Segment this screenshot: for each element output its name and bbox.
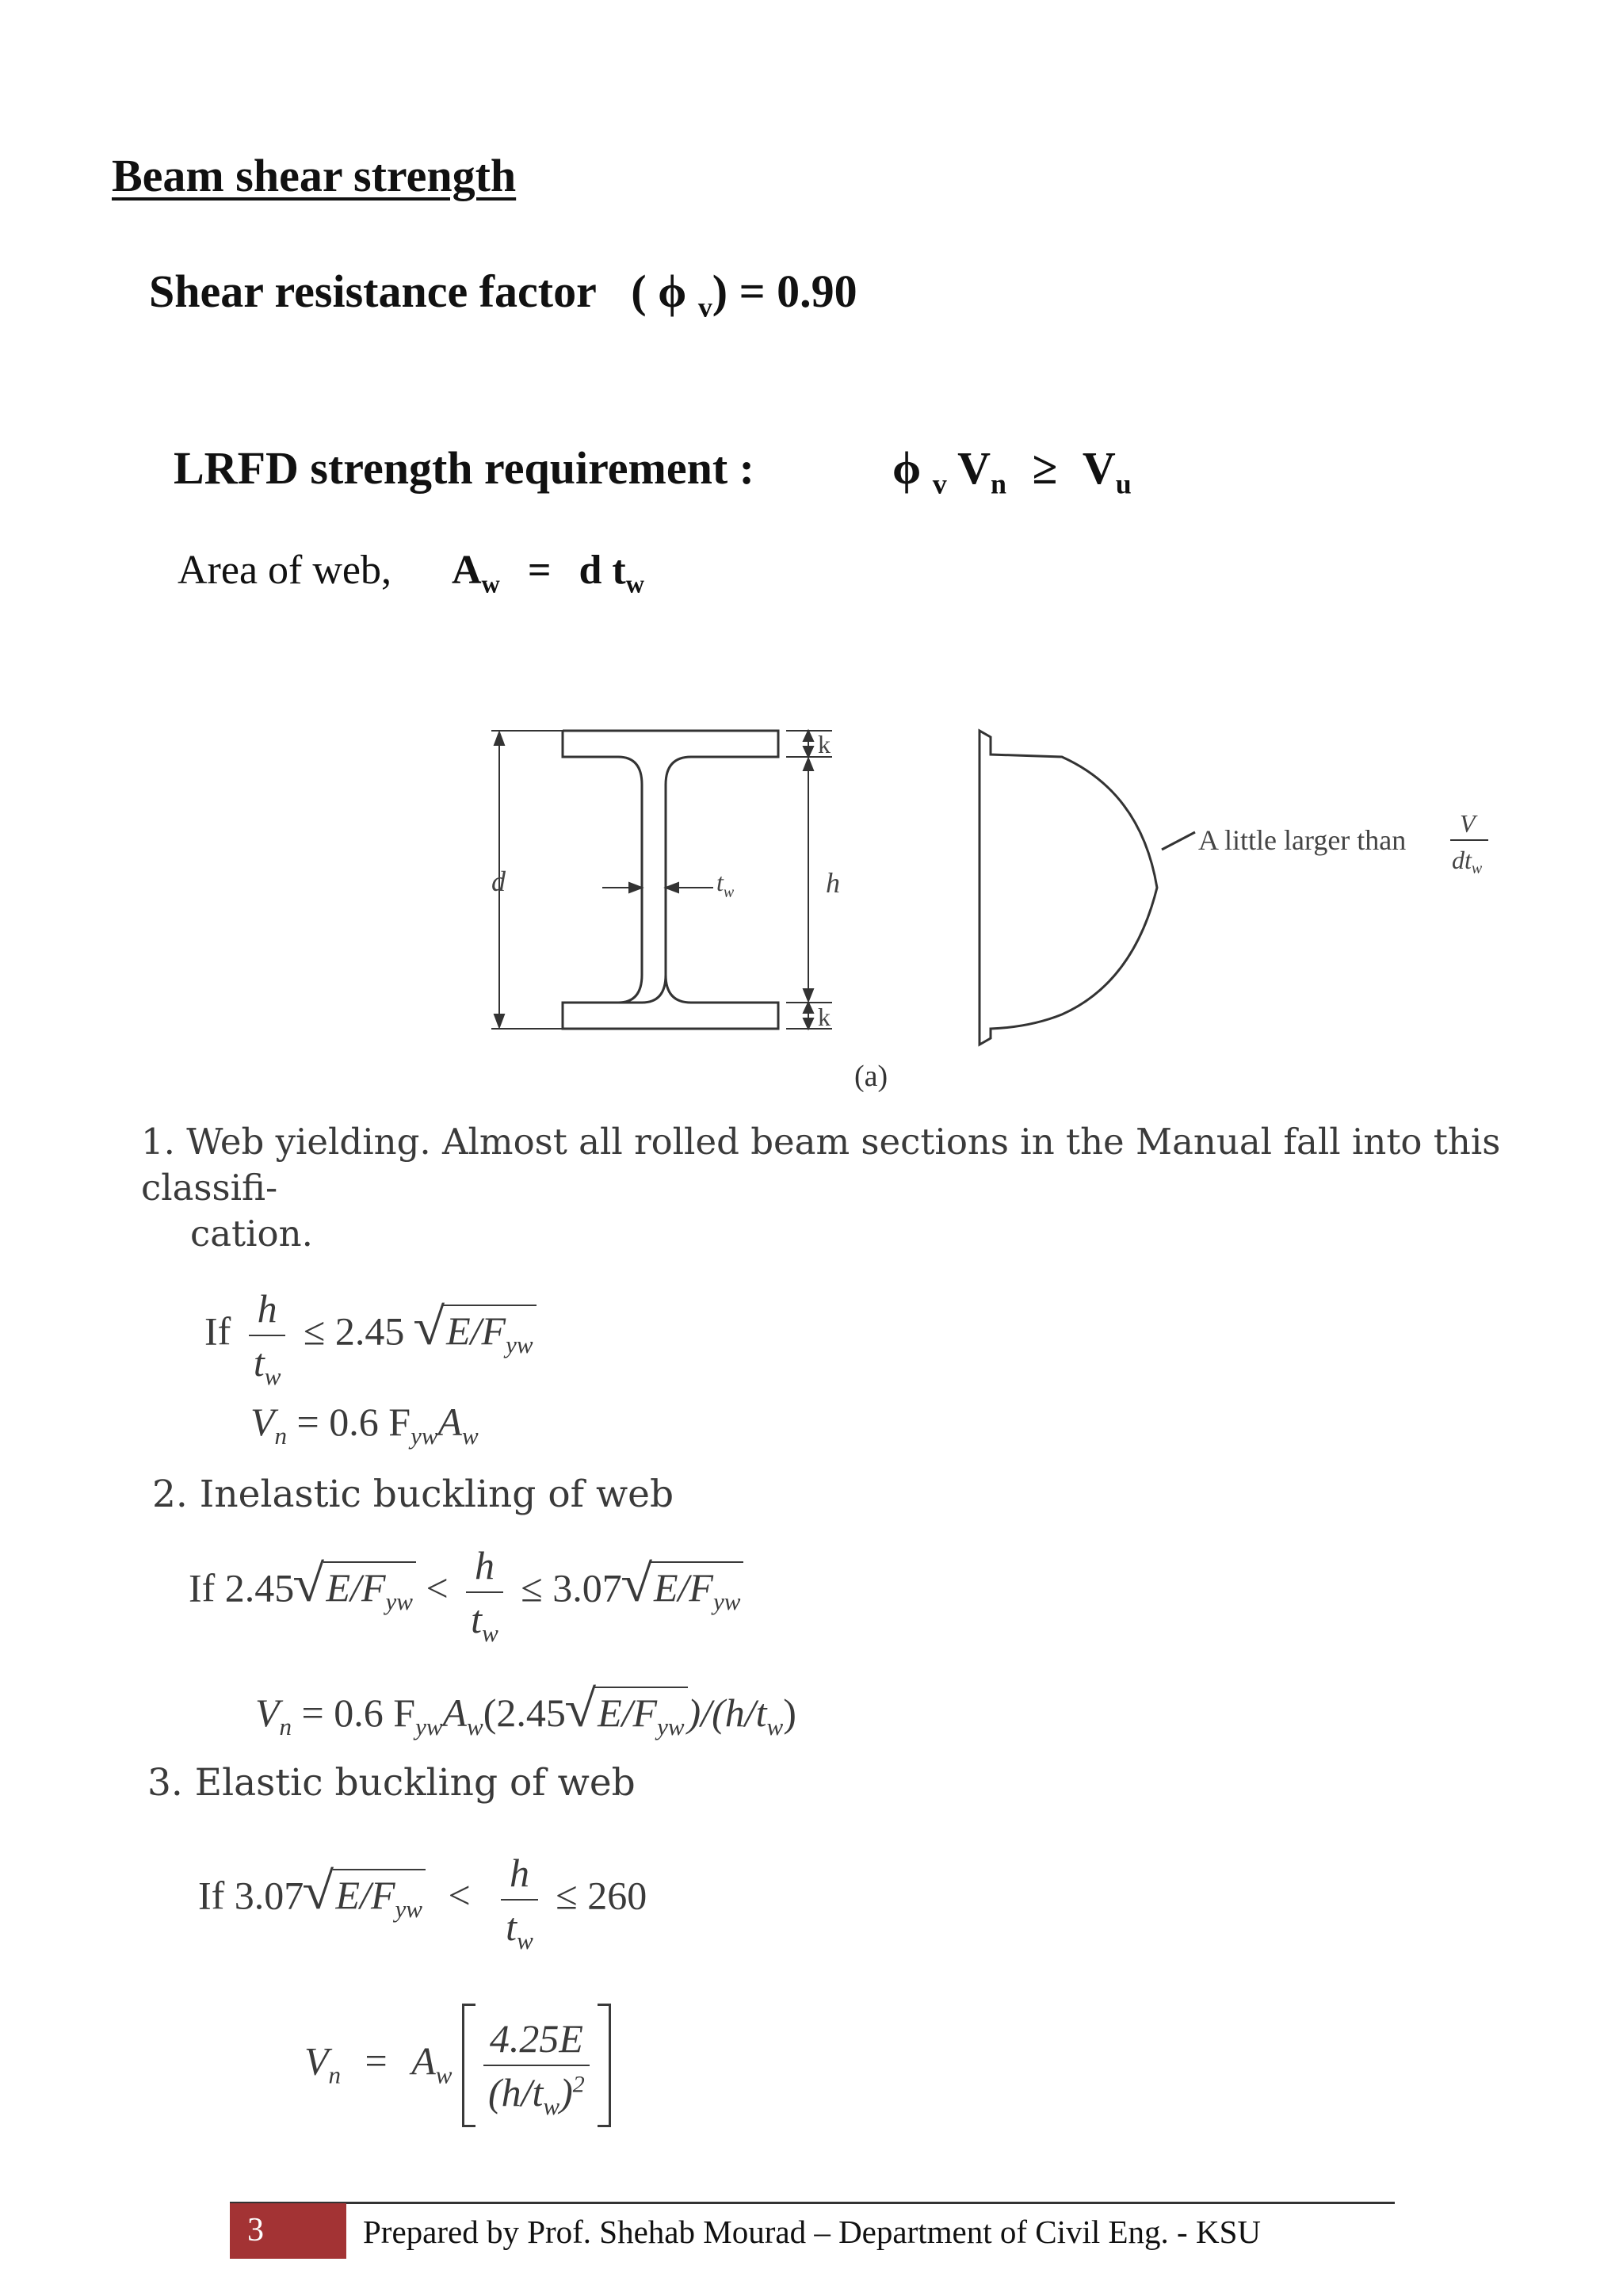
- relation: ≤ 2.45: [303, 1308, 405, 1354]
- area-rhs: d t: [579, 548, 626, 593]
- condition-1: [204, 1286, 537, 1390]
- d-label: d: [491, 865, 506, 897]
- k-bottom-label: k: [818, 1003, 831, 1031]
- aw-subscript: w: [481, 569, 500, 598]
- vn-equation-1: $V_n = 0.6$ $F_{yw}A_w$: [250, 1400, 479, 1450]
- lrfd-label: LRFD strength requirement :: [174, 442, 754, 494]
- phi-subscript: v: [697, 291, 712, 323]
- k-top-label: k: [818, 730, 831, 758]
- aw-symbol: A: [451, 548, 482, 593]
- sqrt-expression: √ $E/F_{yw}$: [622, 1553, 744, 1610]
- sqrt-expression: √ $E/F_{yw}$: [414, 1297, 537, 1354]
- annotation-numerator: V: [1460, 809, 1476, 838]
- lrfd-equation: [892, 441, 1132, 500]
- phi-subscript: v: [932, 468, 947, 500]
- shear-factor-open: (: [631, 266, 659, 317]
- shear-factor-label: Shear resistance factor: [149, 266, 596, 317]
- h-over-tw-fraction: $\frac{h}{t_w}$: [466, 1542, 503, 1642]
- vn-subscript: n: [991, 468, 1007, 500]
- phi-symbol: ϕ: [658, 266, 687, 317]
- vn-symbol: V: [957, 442, 991, 494]
- condition-2: If 2.45 √ $E/F_{yw}$ < $\frac{h}{t_w}$ ≤ 3.07 √ $E/F_{yw}$: [189, 1542, 743, 1642]
- beam-shear-diagram: [475, 713, 1537, 1110]
- shear-stress-distribution: [980, 731, 1195, 1045]
- h-over-tw-fraction: $\frac{h}{t_w}$: [249, 1286, 286, 1385]
- item-elastic-buckling: 3. Elastic buckling of web: [147, 1761, 636, 1805]
- condition-3: If 3.07 √ $E/F_{yw}$ < $\frac{h}{t_w}$ ≤ 260: [198, 1851, 647, 1954]
- footer-text: Prepared by Prof. Shehab Mourad – Department of Civil Eng. - KSU: [363, 2214, 1261, 2250]
- annotation-text: A little larger than: [1198, 824, 1407, 856]
- item-inelastic-buckling: 2. Inelastic buckling of web: [152, 1473, 674, 1516]
- page-number: 3: [247, 2212, 264, 2248]
- area-of-web-line: [178, 547, 644, 598]
- vn-equation-3: $V_n = A_w$ $\frac{4.25E}{(h/t_w)^2}$: [304, 2004, 611, 2127]
- item-web-yielding: [141, 1119, 1536, 1257]
- web-thickness-arrows: [602, 883, 713, 892]
- sqrt-expression: √ $E/F_{yw}$: [294, 1553, 416, 1610]
- item-text-continued: cation.: [190, 1213, 313, 1255]
- tw-label: $t_w$: [716, 868, 735, 901]
- h-label: h: [826, 867, 840, 899]
- footer-divider: [230, 2202, 1395, 2204]
- i-beam-section: [563, 731, 778, 1029]
- sqrt-expression: √ $E/F_{yw}$: [304, 1861, 426, 1918]
- shear-factor-line: [149, 265, 857, 323]
- page-title: Beam shear strength: [112, 150, 517, 201]
- figure-caption: (a): [854, 1060, 888, 1093]
- vu-subscript: u: [1115, 468, 1132, 500]
- shear-factor-value: ) = 0.90: [712, 266, 857, 317]
- item-title: Web yielding.: [186, 1121, 431, 1163]
- bracket-expression: $\frac{4.25E}{(h/t_w)^2}$: [462, 2004, 611, 2127]
- h-over-tw-fraction: $\frac{h}{t_w}$: [501, 1850, 538, 1950]
- area-rhs-subscript: w: [625, 569, 644, 598]
- equals-sign: =: [527, 548, 552, 593]
- relation-symbol: ≥: [1032, 442, 1058, 494]
- annotation-denominator: dtw: [1452, 846, 1483, 877]
- vu-symbol: V: [1082, 442, 1116, 494]
- if-keyword: If: [204, 1308, 231, 1354]
- item-number: 1.: [141, 1121, 175, 1163]
- item-text: Almost all rolled beam sections in the Manual fall into this classifi-: [141, 1121, 1501, 1209]
- area-label: Area of web,: [178, 548, 391, 593]
- vn-equation-2: $V_n = 0.6$ $F_{yw}A_w(2.45$ √ $E/F_{yw}$ )$/(h/t_w)$: [255, 1680, 796, 1740]
- phi-symbol: ϕ: [892, 442, 922, 494]
